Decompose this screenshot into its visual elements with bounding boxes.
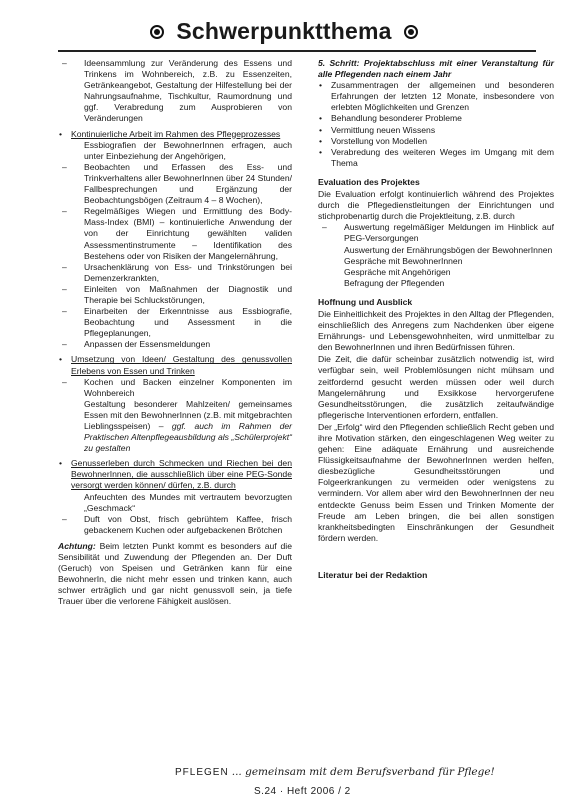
paragraph: Die Einheitlichkeit des Projektes in den Alltag der Pflegenden, einschließlich des Anregens zum Nachdenken über eigene Ernährungs- und Lebensgewohnheiten, wird unmittelbar zu den BewohnerInnen und ihren Bedürfnissen führen. bbox=[318, 308, 554, 353]
list-item: Essbiografien der BewohnerInnen erfragen, auch unter Einbeziehung der Angehörigen, bbox=[84, 139, 292, 161]
brand-slogan: ... gemeinsam mit dem Berufsverband für Pflege! bbox=[231, 766, 495, 778]
section-heading: Hoffnung und Ausblick bbox=[318, 296, 413, 307]
list-item: Auswertung der Ernährungsbögen der BewohnerInnen bbox=[344, 244, 553, 255]
paragraph: Der „Erfolg“ wird den Pflegenden schließlich Recht geben und ihre Motivation stärken, den eingeschlagenen Weg weiter zu gehen: Eine adäquate Ernährung und ausreichende Flüssigkeitsaufnahme der BewohnerInnen werden helfen, diesbezügliche Gesundheitsstörungen und Folgeerkrankungen zu vermeiden oder wenigstens zu vermindern. Vor allem aber wird den BewohnerInnen der neu entdeckte Genuss beim Essen und Trinken Momente der Freude am Leben bringen, die bei allen sonstigen krankheitsbedingten Einschränkungen der Gesundheit fördern werden. bbox=[318, 421, 554, 543]
section-heading: • Kontinuierliche Arbeit im Rahmen des Pflegeprozesses bbox=[59, 128, 281, 139]
list-item: – Beobachten und Erfassen des Ess- und Trinkverhaltens aller BewohnerInnen über 24 Stunden/ Fallbesprechungen und Ergänzung der Beobachtungsbögen (Zeitraum 4 – 8 Wochen), bbox=[62, 161, 292, 206]
section-heading: • Umsetzung von Ideen/ Gestaltung des genussvollen Erlebens von Essen und Trinken bbox=[59, 354, 292, 376]
list-item: – Auswertung regelmäßiger Meldungen im Hinblick auf PEG-Versorgungen bbox=[322, 222, 554, 244]
page-title: Schwerpunktthema bbox=[176, 18, 392, 44]
list-item: Gespräche mit Angehörigen bbox=[344, 266, 451, 277]
bullseye-icon bbox=[150, 25, 164, 39]
right-column bbox=[318, 58, 554, 581]
list-item: Gespräche mit BewohnerInnen bbox=[344, 255, 463, 266]
header-rule bbox=[58, 50, 536, 52]
section-heading: • Genusserleben durch Schmecken und Riechen bei den BewohnerInnen, die ausschließlich über eine PEG-Sonde versorgt werden können/ dürfen, z.B. durch bbox=[59, 458, 292, 491]
page-number: S.24 · Heft 2006 / 2 bbox=[254, 786, 351, 797]
list-item: • Behandlung besonderer Probleme bbox=[319, 113, 462, 124]
bullseye-icon bbox=[404, 25, 418, 39]
list-item: • Verabredung des weiteren Weges im Umgang mit dem Thema bbox=[319, 146, 554, 168]
list-item: • Vermittlung neuen Wissens bbox=[319, 124, 436, 135]
list-item: – Ideensammlung zur Veränderung des Essens und Trinkens im Wohnbereich, z.B. zu Essenzeiten, Getränkeangebot, Gestaltung der Hilfestellung bei der Nahrungsaufnahme, Tischkultur, Raumordnung und ggf. Verabredung zum Ausprobieren von Veränderungen bbox=[62, 58, 292, 124]
list-item: Gestaltung besonderer Mahlzeiten/ gemeinsames Essen mit den BewohnerInnen (z.B. mit mitgebrachten Lieblingsspeisen) – ggf. auch im Rahmen der Praktischen Altenpflegeausbildung als „Schülerprojekt“ zu gestalten bbox=[84, 398, 292, 454]
list-item: Befragung der Pflegenden bbox=[344, 277, 445, 288]
list-item: – Kochen und Backen einzelner Komponenten im Wohnbereich bbox=[62, 376, 292, 398]
paragraph: Die Zeit, die dafür scheinbar zusätzlich notwendig ist, wird verfügbar sein, weil Problemlösungen nicht mühsam und zeitfordernd gesucht werden müssen oder weil durch Mangelernährung und Exsikkose hervorgerufene Gesundheitsstörungen, die zusätzlich zeitaufwändige pflegerische Interventionen erfordern, entfallen. bbox=[318, 354, 554, 420]
paragraph: Die Evaluation erfolgt kontinuierlich während des Projektes durch die Pflegedienstleitungen der Einrichtungen und stichprobenartig durch die Projektleitung, z.B. durch bbox=[318, 189, 554, 222]
footer-slogan bbox=[175, 766, 495, 778]
left-column bbox=[58, 58, 292, 608]
list-item: – Anpassen der Essensmeldungen bbox=[62, 339, 211, 350]
list-item: Anfeuchten des Mundes mit vertrautem bevorzugten „Geschmack“ bbox=[84, 491, 292, 513]
literature-note: Literatur bei der Redaktion bbox=[318, 569, 428, 580]
page-header bbox=[0, 18, 568, 45]
list-item: – Regelmäßiges Wiegen und Ermittlung des Body-Mass-Index (BMI) – kontinuierliche Anwendung der von der Einrichtung gewählten validen Assessmentinstrumente – Identifikation des Bestehens oder von Risiken der Mangelernährung, bbox=[62, 206, 292, 261]
list-item: – Einleiten von Maßnahmen der Diagnostik und Therapie bei Schluckstörungen, bbox=[62, 283, 292, 305]
section-heading: Evaluation des Projektes bbox=[318, 176, 420, 187]
list-item: • Vorstellung von Modellen bbox=[319, 135, 428, 146]
list-item: – Duft von Obst, frisch gebrühtem Kaffee, frisch gebackenem Kuchen oder aufgebackenen Brötchen bbox=[62, 513, 292, 535]
note-paragraph: Achtung: Beim letzten Punkt kommt es besonders auf die Sensibilität und Zuwendung der Pflegenden an. Der Duft (Geruch) von Speisen und Getränken kann für eine BewohnerIn, die nicht mehr essen und trinken kann, auch schwer erträglich und gar nicht genussvoll sein, ja tiefe Trauer über die verlorene Fähigkeit auslösen. bbox=[58, 540, 292, 607]
list-item: – Ursachenklärung von Ess- und Trinkstörungen bei Demenzerkrankten, bbox=[62, 261, 292, 283]
list-item: – Einarbeiten der Erkenntnisse aus Essbiografie, Beobachtung und Assessment in die Pflegeplanungen, bbox=[62, 306, 292, 339]
list-item: • Zusammentragen der allgemeinen und besonderen Erfahrungen der letzten 12 Monate, insbesondere von erlebten Möglichkeiten und Grenzen bbox=[319, 80, 554, 113]
brand-name: PFLEGEN bbox=[175, 767, 229, 778]
step-heading: 5. Schritt: Projektabschluss mit einer Veranstaltung für alle Pflegenden nach einem Jahr bbox=[318, 58, 554, 80]
